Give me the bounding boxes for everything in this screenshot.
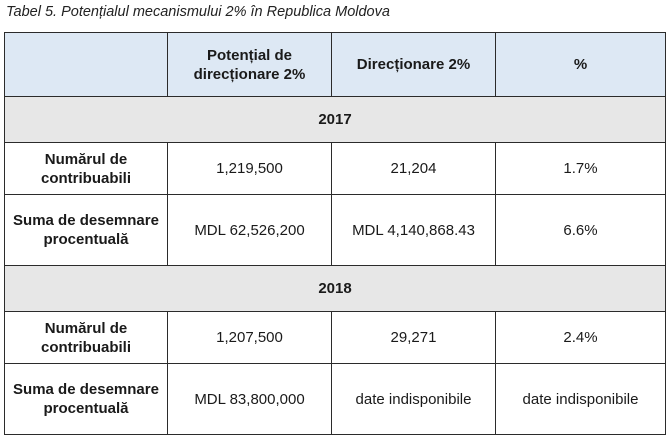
row-label: Numărul de contribuabili xyxy=(5,312,168,364)
table-header-row xyxy=(5,33,666,97)
row-label: Numărul de contribuabili xyxy=(5,143,168,195)
table-row xyxy=(5,364,666,435)
cell-potential: MDL 83,800,000 xyxy=(168,364,332,435)
cell-directionare: 29,271 xyxy=(332,312,496,364)
table-row xyxy=(5,195,666,266)
row-label: Suma de desemnare procentuală xyxy=(5,195,168,266)
data-table xyxy=(4,32,666,435)
cell-percent: date indisponibile xyxy=(496,364,666,435)
header-potential: Potențial de direcționare 2% xyxy=(168,33,332,97)
cell-directionare: 21,204 xyxy=(332,143,496,195)
year-row-2017 xyxy=(5,97,666,143)
year-row-2018 xyxy=(5,266,666,312)
year-label: 2017 xyxy=(5,97,666,143)
year-label: 2018 xyxy=(5,266,666,312)
row-label: Suma de desemnare procentuală xyxy=(5,364,168,435)
cell-directionare: MDL 4,140,868.43 xyxy=(332,195,496,266)
cell-percent: 6.6% xyxy=(496,195,666,266)
header-empty-cell xyxy=(5,33,168,97)
header-percent: % xyxy=(496,33,666,97)
cell-percent: 1.7% xyxy=(496,143,666,195)
cell-directionare: date indisponibile xyxy=(332,364,496,435)
cell-percent: 2.4% xyxy=(496,312,666,364)
cell-potential: MDL 62,526,200 xyxy=(168,195,332,266)
header-directionare: Direcționare 2% xyxy=(332,33,496,97)
table-row xyxy=(5,312,666,364)
table-caption: Tabel 5. Potențialul mecanismului 2% în Republica Moldova xyxy=(6,4,390,20)
cell-potential: 1,219,500 xyxy=(168,143,332,195)
cell-potential: 1,207,500 xyxy=(168,312,332,364)
table-row xyxy=(5,143,666,195)
